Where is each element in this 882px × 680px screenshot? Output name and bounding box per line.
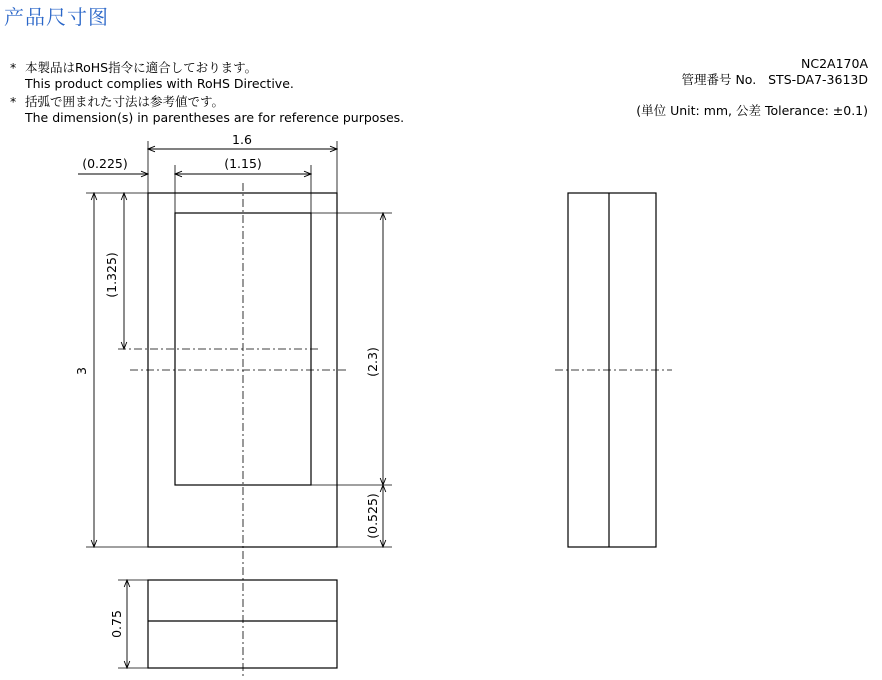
note-1-ja: 本製品はRoHS指令に適合しております。 — [25, 60, 258, 75]
management-number-label: 管理番号 No. — [681, 72, 757, 87]
management-number: STS-DA7-3613D — [768, 72, 868, 87]
note-2-en: The dimension(s) in parentheses are for reference purposes. — [25, 110, 405, 125]
label-total-length: 3 — [74, 367, 89, 375]
label-inner-length: (2.3) — [365, 347, 380, 377]
label-inner-width: (1.15) — [224, 156, 262, 171]
note-1-mark: * — [10, 60, 17, 75]
label-total-width: 1.6 — [232, 132, 252, 147]
end-view-body — [148, 580, 337, 668]
unit-tolerance-note: (単位 Unit: mm, 公差 Tolerance: ±0.1) — [636, 103, 868, 118]
note-1-en: This product complies with RoHS Directive. — [25, 76, 294, 91]
page-title: 产品尺寸图 — [4, 5, 109, 29]
part-number: NC2A170A — [801, 56, 868, 71]
note-2-mark: * — [10, 94, 17, 109]
label-thickness: 0.75 — [109, 610, 124, 638]
label-side-offset: (0.225) — [82, 156, 128, 171]
label-bottom-offset: (0.525) — [365, 493, 380, 539]
label-top-offset: (1.325) — [104, 252, 119, 298]
note-2-ja: 括弧で囲まれた寸法は参考値です。 — [25, 94, 225, 109]
